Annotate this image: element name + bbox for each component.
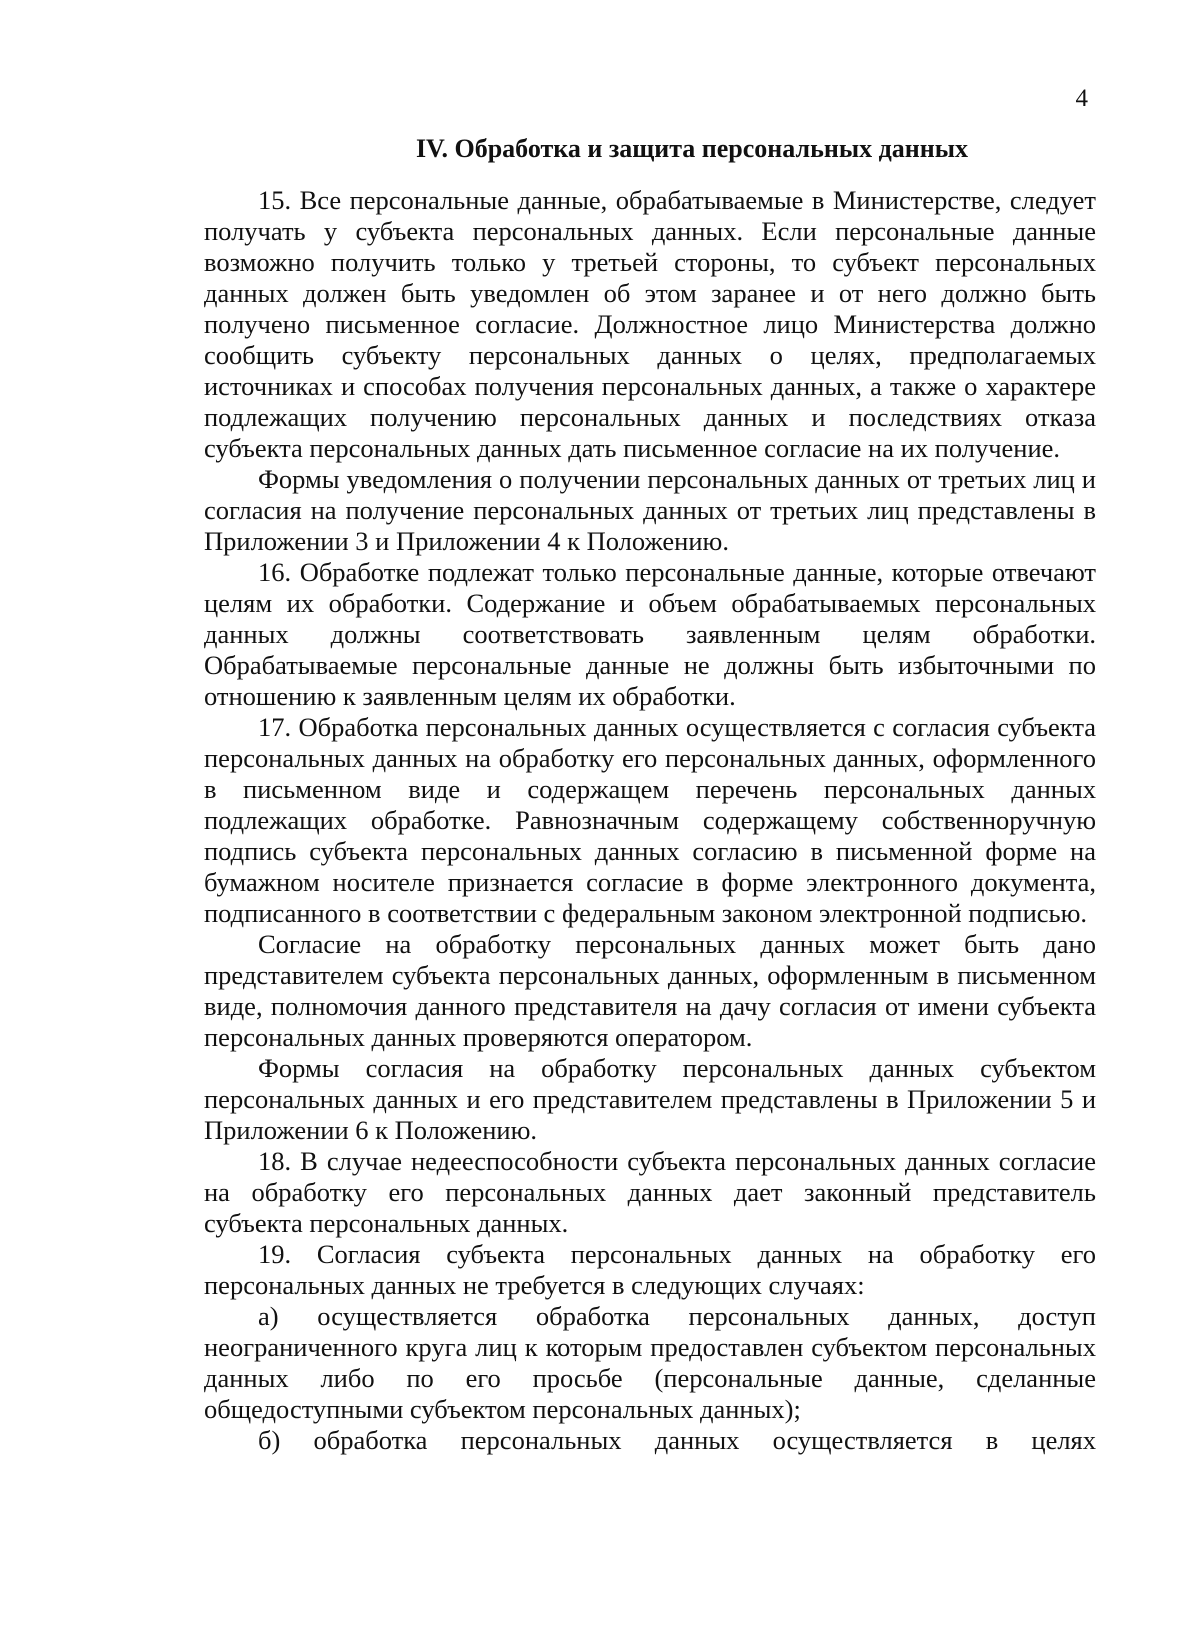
paragraph-notification-forms: Формы уведомления о получении персональных данных от третьих лиц и согласия на получение персональных данных от третьих лиц представлены в Приложении 3 и Приложении 4 к Положению. [204, 464, 1096, 556]
list-item-a: а) осуществляется обработка персональных данных, доступ неограниченного круга лиц к которым предоставлен субъектом персональных данных либо по его просьбе (персональные данные, сделанные общедоступными субъектом персональных данных); [204, 1301, 1096, 1424]
paragraph-18: 18. В случае недееспособности субъекта персональных данных согласие на обработку его персональных данных дает законный представитель субъекта персональных данных. [204, 1146, 1096, 1238]
paragraph-15: 15. Все персональные данные, обрабатываемые в Министерстве, следует получать у субъекта персональных данных. Если персональные данные возможно получить только у третьей стороны, то субъект персональных данных должен быть уведомлен об этом заранее и от него должно быть получено письменное согласие. Должностное лицо Министерства должно сообщить субъекту персональных данных о целях, предполагаемых источниках и способах получения персональных данных, а также о характере подлежащих получению персональных данных и последствиях отказа субъекта персональных данных дать письменное согласие на их получение. [204, 185, 1096, 463]
paragraph-representative-consent: Согласие на обработку персональных данных может быть дано представителем субъекта персональных данных, оформленным в письменном виде, полномочия данного представителя на дачу согласия от имени субъекта персональных данных проверяются оператором. [204, 929, 1096, 1052]
paragraph-consent-forms: Формы согласия на обработку персональных данных субъектом персональных данных и его представителем представлены в Приложении 5 и Приложении 6 к Положению. [204, 1053, 1096, 1145]
document-body [204, 132, 1096, 1456]
page-number: 4 [1075, 85, 1088, 112]
paragraph-16: 16. Обработке подлежат только персональные данные, которые отвечают целям их обработки. Содержание и объем обрабатываемых персональных данных должны соответствовать заявленным целям обработки. Обрабатываемые персональные данные не должны быть избыточными по отношению к заявленным целям их обработки. [204, 557, 1096, 711]
list-item-b: б) обработка персональных данных осуществляется в целях [258, 1425, 1096, 1455]
paragraph-19: 19. Согласия субъекта персональных данных на обработку его персональных данных не требуется в следующих случаях: [204, 1239, 1096, 1300]
paragraph-17: 17. Обработка персональных данных осуществляется с согласия субъекта персональных данных на обработку его персональных данных, оформленного в письменном виде и содержащем перечень персональных данных подлежащих обработке. Равнозначным содержащему собственноручную подпись субъекта персональных данных согласию в письменной форме на бумажном носителе признается согласие в форме электронного документа, подписанного в соответствии с федеральным законом электронной подписью. [204, 712, 1096, 928]
section-title: IV. Обработка и защита персональных данных [415, 134, 969, 163]
